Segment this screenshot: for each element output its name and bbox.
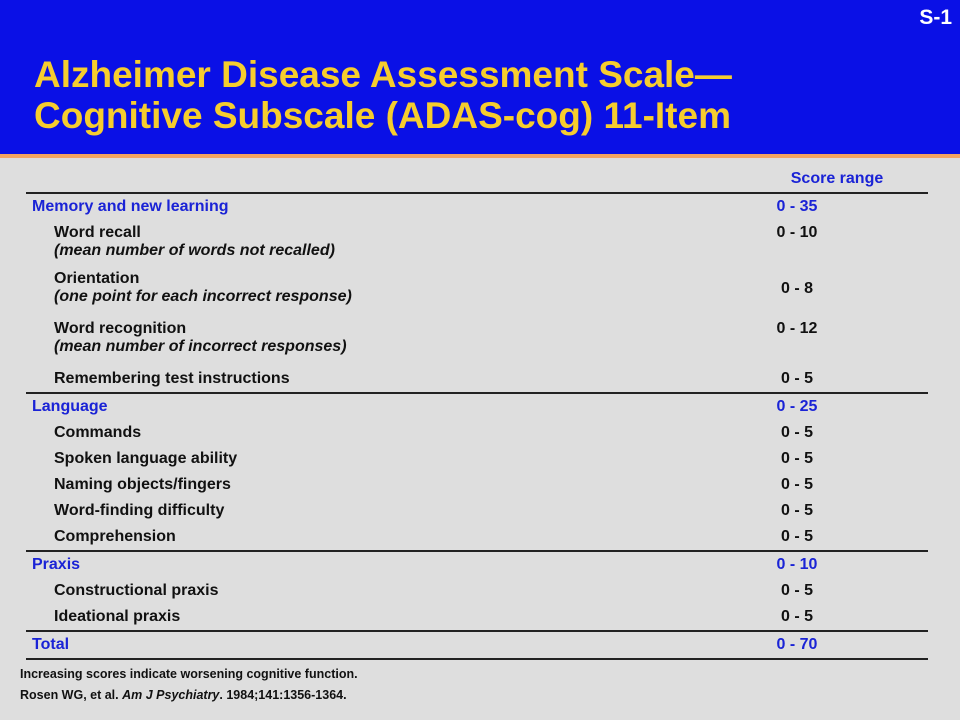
row-label-text: Commands bbox=[54, 424, 142, 441]
item-row bbox=[26, 420, 928, 446]
category-row bbox=[26, 194, 928, 220]
item-row bbox=[26, 220, 928, 266]
score-table bbox=[26, 166, 928, 660]
row-label-text: Naming objects/fingers bbox=[54, 476, 231, 493]
row-score: 0 - 10 bbox=[776, 556, 818, 573]
row-label-text: Orientation bbox=[54, 270, 140, 287]
category-row bbox=[26, 552, 928, 578]
title-line-1: Alzheimer Disease Assessment Scale— bbox=[34, 54, 732, 95]
item-row bbox=[26, 316, 928, 366]
footnote bbox=[20, 664, 358, 706]
row-label bbox=[54, 476, 231, 494]
row-label bbox=[54, 224, 335, 260]
row-label bbox=[54, 370, 290, 388]
category-row bbox=[26, 394, 928, 420]
row-label bbox=[54, 450, 237, 468]
row-score: 0 - 5 bbox=[780, 582, 813, 599]
row-label-text: Memory and new learning bbox=[32, 198, 229, 215]
table-header bbox=[26, 166, 928, 194]
row-score: 0 - 5 bbox=[780, 502, 813, 519]
category-row bbox=[26, 632, 928, 660]
row-label-text: Ideational praxis bbox=[54, 608, 181, 625]
row-label-text: Word recognition bbox=[54, 320, 187, 337]
item-row bbox=[26, 446, 928, 472]
row-label bbox=[32, 556, 80, 574]
row-label-text: Praxis bbox=[32, 556, 81, 573]
row-label bbox=[54, 528, 176, 546]
row-score: 0 - 5 bbox=[780, 424, 813, 441]
row-score: 0 - 10 bbox=[776, 224, 818, 241]
item-row bbox=[26, 524, 928, 552]
page-title bbox=[34, 54, 934, 136]
row-label bbox=[54, 502, 224, 520]
row-score: 0 - 5 bbox=[780, 528, 813, 545]
item-row bbox=[26, 604, 928, 632]
row-label bbox=[32, 198, 228, 216]
row-score: 0 - 5 bbox=[780, 608, 813, 625]
row-label-text: Word-finding difficulty bbox=[54, 502, 225, 519]
row-label bbox=[54, 320, 347, 356]
row-sublabel: (mean number of words not recalled) bbox=[54, 242, 335, 259]
item-row bbox=[26, 266, 928, 316]
row-score: 0 - 8 bbox=[780, 280, 813, 297]
item-row bbox=[26, 498, 928, 524]
table-body bbox=[26, 194, 928, 660]
row-label bbox=[54, 608, 180, 626]
item-row bbox=[26, 366, 928, 394]
row-score: 0 - 70 bbox=[776, 636, 818, 653]
reference-authors: Rosen WG, et al. bbox=[20, 688, 123, 702]
row-score: 0 - 25 bbox=[776, 398, 818, 415]
row-sublabel: (one point for each incorrect response) bbox=[54, 288, 352, 305]
row-sublabel: (mean number of incorrect responses) bbox=[54, 338, 347, 355]
row-score: 0 - 5 bbox=[780, 450, 813, 467]
row-label-text: Remembering test instructions bbox=[54, 370, 290, 387]
item-row bbox=[26, 578, 928, 604]
row-label-text: Constructional praxis bbox=[54, 582, 219, 599]
row-label bbox=[54, 424, 141, 442]
item-row bbox=[26, 472, 928, 498]
title-line-2: Cognitive Subscale (ADAS-cog) 11-Item bbox=[34, 95, 731, 136]
footnote-note: Increasing scores indicate worsening cognitive function. bbox=[20, 667, 358, 681]
row-score: 0 - 35 bbox=[776, 198, 818, 215]
row-label-text: Total bbox=[32, 636, 70, 653]
row-label bbox=[54, 270, 352, 306]
row-score: 0 - 12 bbox=[776, 320, 818, 337]
footnote-reference bbox=[20, 685, 358, 706]
row-label bbox=[32, 636, 69, 654]
row-label-text: Language bbox=[32, 398, 108, 415]
row-score: 0 - 5 bbox=[780, 476, 813, 493]
score-range-header: Score range bbox=[790, 170, 884, 187]
reference-citation: . 1984;141:1356-1364. bbox=[219, 688, 347, 702]
slide-id: S-1 bbox=[919, 6, 952, 29]
row-label bbox=[54, 582, 218, 600]
row-label-text: Spoken language ability bbox=[54, 450, 238, 467]
row-label bbox=[32, 398, 108, 416]
row-label-text: Comprehension bbox=[54, 528, 176, 545]
reference-journal: Am J Psychiatry bbox=[122, 688, 220, 702]
header-accent-rule bbox=[0, 154, 960, 158]
row-score: 0 - 5 bbox=[780, 370, 813, 387]
row-label-text: Word recall bbox=[54, 224, 141, 241]
